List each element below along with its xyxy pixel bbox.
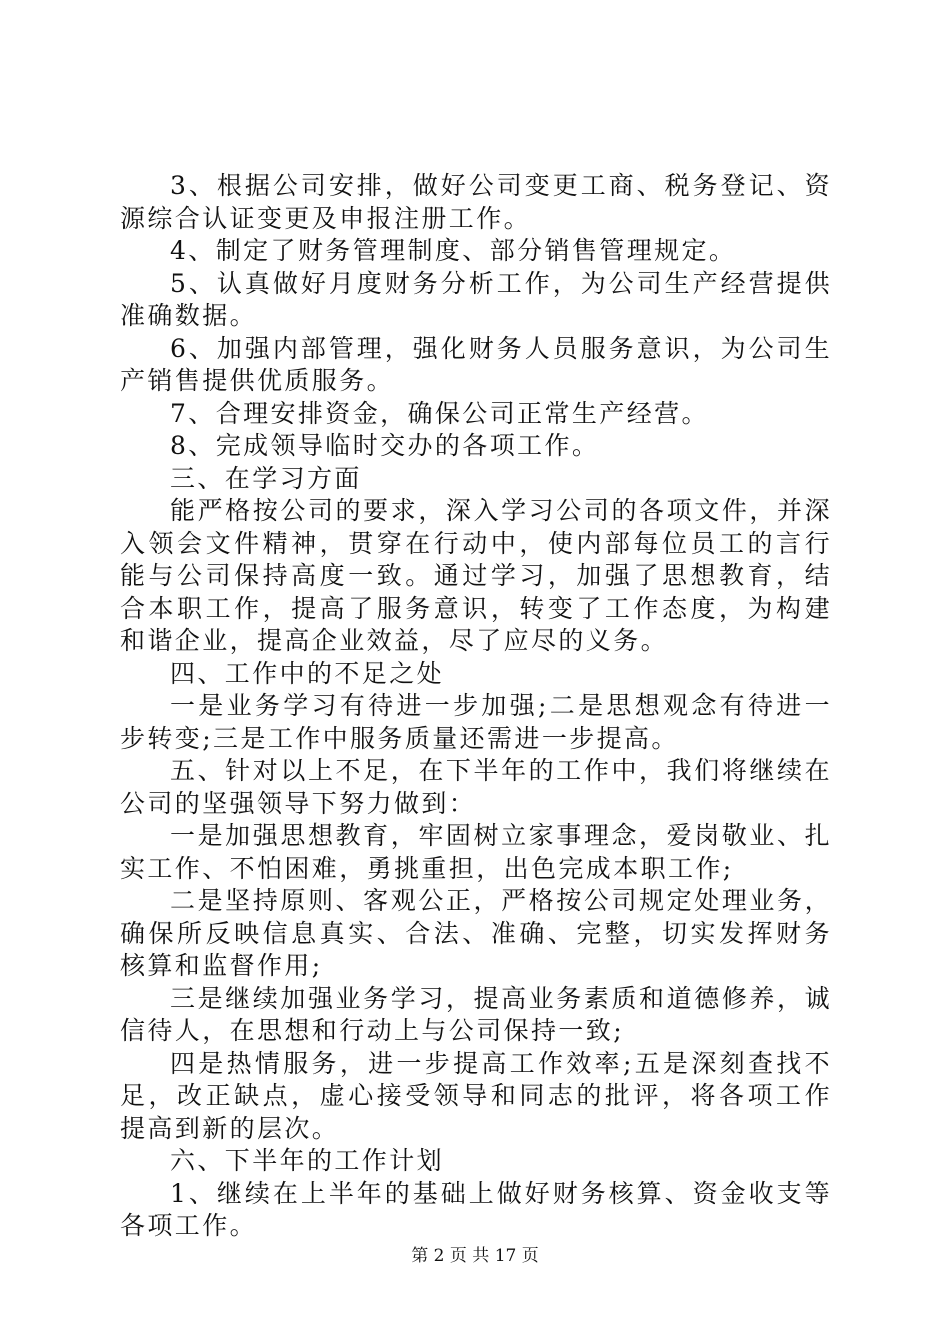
paragraph-learning: 能严格按公司的要求，深入学习公司的各项文件，并深入领会文件精神，贯穿在行动中，使内部每位员工的言行能与公司保持高度一致。通过学习，加强了思想教育，结合本职工作，提高了服务意识，转变了工作态度，为构建和谐企业，提高企业效益，尽了应尽的义务。 bbox=[120, 496, 832, 655]
paragraph-improvement-2: 二是坚持原则、客观公正，严格按公司规定处理业务，确保所反映信息真实、合法、准确、完整，切实发挥财务核算和监督作用; bbox=[120, 886, 832, 980]
section-heading-plan: 六、下半年的工作计划 bbox=[170, 1146, 445, 1175]
paragraph-improvement-1: 一是加强思想教育，牢固树立家事理念，爱岗敬业、扎实工作、不怕困难，勇挑重担，出色完成本职工作; bbox=[120, 821, 832, 883]
paragraph-improvement-4: 四是热情服务，进一步提高工作效率;五是深刻查找不足，改正缺点，虚心接受领导和同志的批评，将各项工作提高到新的层次。 bbox=[120, 1048, 832, 1143]
paragraph-item-8: 8、完成领导临时交办的各项工作。 bbox=[170, 431, 600, 460]
paragraph-item-3: 3、根据公司安排，做好公司变更工商、税务登记、资源综合认证变更及申报注册工作。 bbox=[120, 171, 832, 233]
paragraph-item-7: 7、合理安排资金，确保公司正常生产经营。 bbox=[170, 398, 709, 428]
paragraph-item-4: 4、制定了财务管理制度、部分销售管理规定。 bbox=[170, 236, 737, 265]
paragraph-shortcomings: 一是业务学习有待进一步加强;二是思想观念有待进一步转变;三是工作中服务质量还需进一步提高。 bbox=[120, 691, 832, 753]
paragraph-item-6: 6、加强内部管理，强化财务人员服务意识，为公司生产销售提供优质服务。 bbox=[120, 333, 832, 395]
paragraph-improvement-3: 三是继续加强业务学习，提高业务素质和道德修养，诚信待人，在思想和行动上与公司保持一致; bbox=[120, 983, 832, 1045]
section-heading-improvements: 五、针对以上不足，在下半年的工作中，我们将继续在公司的坚强领导下努力做到： bbox=[120, 756, 832, 818]
page-footer: 第 2 页 共 17 页 bbox=[411, 1246, 539, 1266]
paragraph-plan-1: 1、继续在上半年的基础上做好财务核算、资金收支等各项工作。 bbox=[120, 1178, 832, 1240]
paragraph-item-5: 5、认真做好月度财务分析工作，为公司生产经营提供准确数据。 bbox=[120, 268, 832, 330]
section-heading-learning: 三、在学习方面 bbox=[170, 463, 362, 493]
document-body bbox=[120, 170, 832, 1243]
section-heading-shortcomings: 四、工作中的不足之处 bbox=[170, 658, 445, 688]
